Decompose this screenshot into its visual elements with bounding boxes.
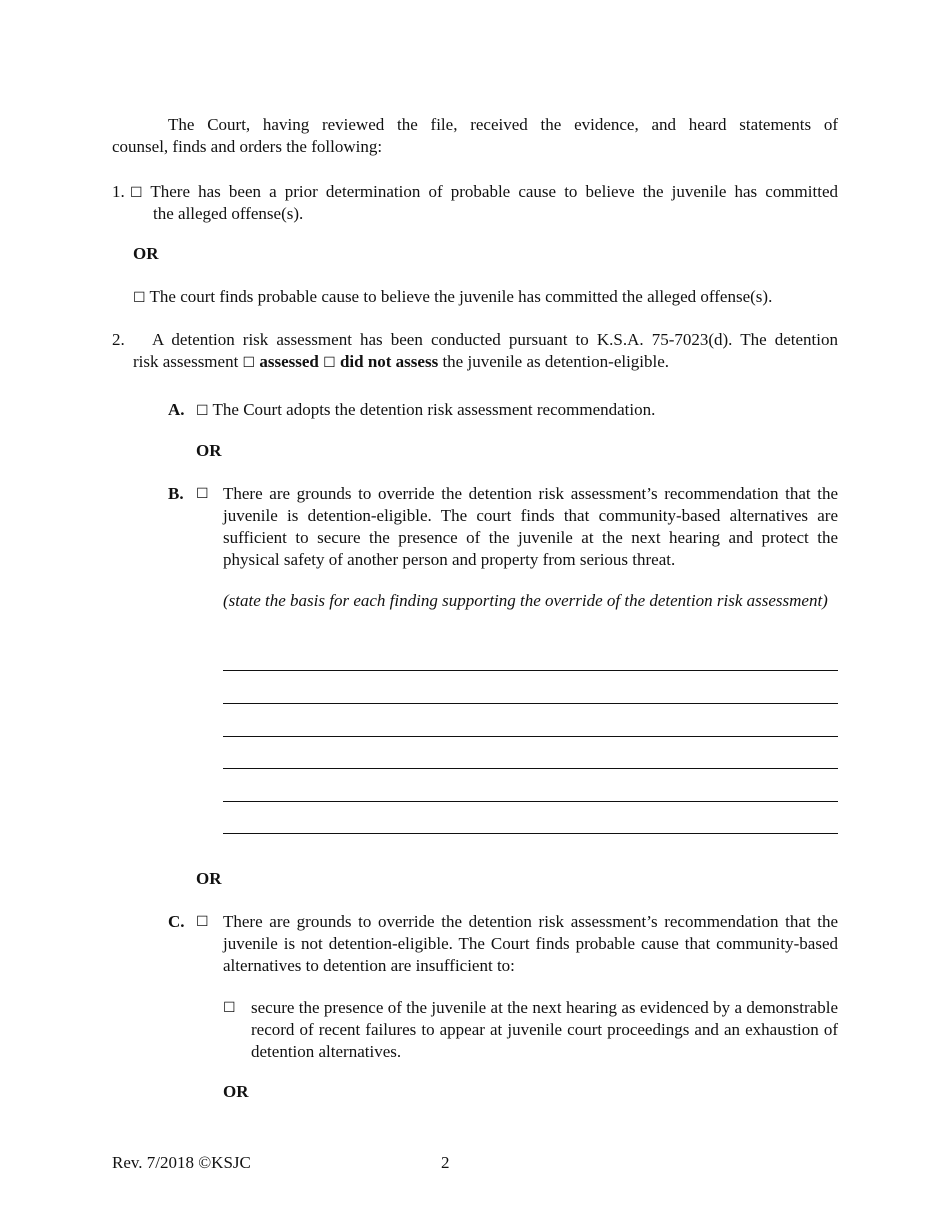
optionC-sub-paragraph	[251, 997, 838, 1063]
intro-line-1	[168, 114, 838, 136]
optionA-checkbox[interactable]: ☐	[196, 403, 209, 419]
answer-line-1[interactable]	[223, 670, 838, 671]
optionC-checkbox[interactable]: ☐	[196, 914, 209, 930]
item1-alt-text: The court finds probable cause to believe the juvenile has committed the alleged offense(s).	[149, 287, 773, 306]
optionB-paragraph	[223, 483, 838, 571]
optionC-text: There are grounds to override the detention risk assessment’s recommendation that the juvenile is not detention-eligible. The Court finds probable cause that community-based alternatives to detention are insufficient to:	[223, 912, 838, 975]
item2-line-2	[133, 351, 838, 374]
item1-line-1	[130, 181, 838, 204]
optionB-or: OR	[196, 869, 222, 888]
optionC-paragraph	[223, 911, 838, 977]
item2-line2-post: the juvenile as detention-eligible.	[442, 352, 670, 371]
item1-cont: the alleged offense(s).	[153, 204, 304, 223]
answer-line-3[interactable]	[223, 736, 838, 737]
item1-number: 1.	[112, 182, 125, 201]
footer-page-number: 2	[441, 1153, 450, 1172]
optionC-or: OR	[223, 1082, 249, 1101]
item2-line-1	[152, 329, 838, 351]
optionA-label: A.	[168, 400, 185, 419]
item2-line2-pre: risk assessment	[133, 352, 239, 371]
did-not-assess-checkbox[interactable]: ☐	[323, 355, 336, 371]
answer-line-4[interactable]	[223, 768, 838, 769]
intro-line-2	[112, 136, 838, 158]
footer-revision: Rev. 7/2018 ©KSJC	[112, 1153, 251, 1172]
answer-line-2[interactable]	[223, 703, 838, 704]
assessed-checkbox[interactable]: ☐	[242, 355, 256, 371]
optionC-sub-checkbox[interactable]: ☐	[223, 1000, 236, 1016]
optionB-instruction	[223, 590, 838, 612]
intro-lead-text: The Court, having reviewed the file, received the evidence, and heard statements of	[168, 115, 838, 134]
optionC-sub-text: secure the presence of the juvenile at the next hearing as evidenced by a demonstrable record of recent failures to appear at juvenile court proceedings and an exhaustion of detention alternatives.	[251, 998, 838, 1061]
intro-cont-text: counsel, finds and orders the following:	[112, 137, 383, 156]
item2-line1-text: A detention risk assessment has been conducted pursuant to K.S.A. 75-7023(d). The detention	[152, 330, 838, 349]
item1-alt-checkbox[interactable]: ☐	[133, 290, 146, 306]
optionA-text: The Court adopts the detention risk assessment recommendation.	[212, 400, 656, 419]
item2-number: 2.	[112, 330, 125, 349]
answer-line-6[interactable]	[223, 833, 838, 834]
item1-checkbox[interactable]: ☐	[130, 185, 143, 201]
did-not-assess-label: did not assess	[339, 352, 439, 371]
optionB-instruction-text: (state the basis for each finding supporting the override of the detention risk assessment)	[223, 591, 828, 610]
item1-text: There has been a prior determination of probable cause to believe the juvenile has committed	[150, 182, 838, 201]
item1-or: OR	[133, 244, 159, 263]
optionA-or: OR	[196, 441, 222, 460]
assessed-label: assessed	[259, 352, 319, 371]
item1-alt	[133, 286, 843, 309]
optionA-line	[196, 399, 838, 422]
answer-line-5[interactable]	[223, 801, 838, 802]
optionC-label: C.	[168, 912, 185, 931]
optionB-checkbox[interactable]: ☐	[196, 486, 209, 502]
optionB-label: B.	[168, 484, 184, 503]
optionB-text: There are grounds to override the detention risk assessment’s recommendation that the juvenile is detention-eligible. The court finds that community-based alternatives are sufficient to secure the presence of the juvenile at the next hearing and protect the physical safety of another person and property from serious threat.	[223, 484, 838, 569]
